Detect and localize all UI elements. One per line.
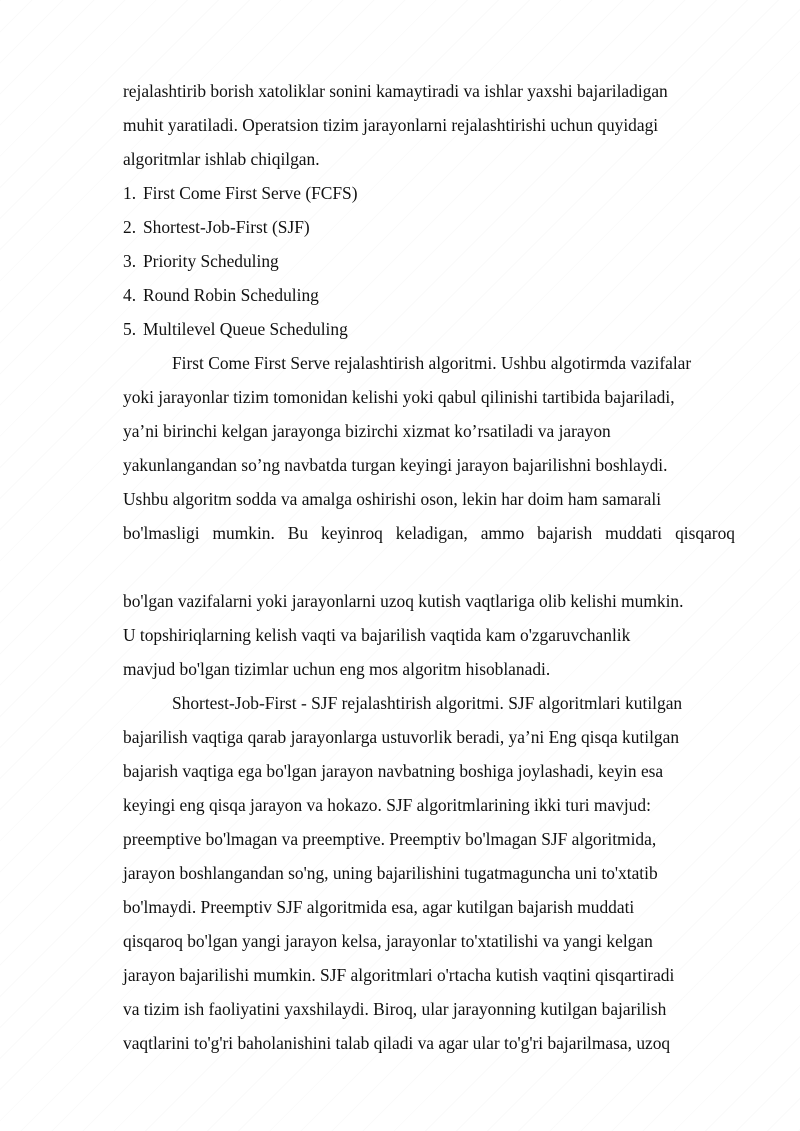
- list-label: First Come First Serve (FCFS): [143, 183, 358, 203]
- fcfs-line: bo'lmasligi mumkin. Bu keyinroq keladigan, ammo bajarish muddati qisqaroq: [123, 523, 735, 543]
- fcfs-line: ya’ni birinchi kelgan jarayonga bizirchi xizmat ko’rsatiladi va jarayon: [123, 421, 611, 441]
- list-number: 1.: [123, 183, 137, 203]
- fcfs-line: yoki jarayonlar tizim tomonidan kelishi yoki qabul qilinishi tartibida bajariladi,: [123, 387, 675, 407]
- sjf-line: bajarilish vaqtiga qarab jarayonlarga ustuvorlik beradi, ya’ni Eng qisqa kutilgan: [123, 727, 680, 747]
- list-number: 2.: [123, 217, 137, 237]
- sjf-line: jarayon boshlangandan so'ng, uning bajarilishini tugatmaguncha uni to'xtatib: [123, 863, 658, 883]
- sjf-line: jarayon bajarilishi mumkin. SJF algoritmlari o'rtacha kutish vaqtini qisqartiradi: [123, 965, 675, 985]
- fcfs-line: Ushbu algoritm sodda va amalga oshirishi oson, lekin har doim ham samarali: [123, 489, 662, 509]
- list-label: Multilevel Queue Scheduling: [143, 319, 348, 339]
- document-page: [123, 74, 735, 1060]
- sjf-line: keyingi eng qisqa jarayon va hokazo. SJF algoritmlarining ikki turi mavjud:: [123, 795, 651, 815]
- list-number: 5.: [123, 319, 137, 339]
- list-item: [123, 244, 735, 278]
- list-label: Priority Scheduling: [143, 251, 279, 271]
- sjf-line: bo'lmaydi. Preemptiv SJF algoritmida esa, agar kutilgan bajarish muddati: [123, 897, 635, 917]
- fcfs-line: First Come First Serve rejalashtirish algoritmi. Ushbu algotirmda vazifalar: [172, 353, 692, 373]
- list-number: 4.: [123, 285, 137, 305]
- fcfs-continued-line: U topshiriqlarning kelish vaqti va bajarilish vaqtida kam o'zgaruvchanlik: [123, 625, 631, 645]
- fcfs-line: yakunlangandan so’ng navbatda turgan keyingi jarayon bajarilishni boshlaydi.: [123, 455, 668, 475]
- list-item: [123, 312, 735, 346]
- sjf-line: qisqaroq bo'lgan yangi jarayon kelsa, jarayonlar to'xtatilishi va yangi kelgan: [123, 931, 653, 951]
- sjf-line: preemptive bo'lmagan va preemptive. Preemptiv bo'lmagan SJF algoritmida,: [123, 829, 657, 849]
- page-break-gap: [123, 550, 735, 584]
- intro-line: rejalashtirib borish xatoliklar sonini kamaytiradi va ishlar yaxshi bajariladigan: [123, 81, 668, 101]
- fcfs-continued-line: mavjud bo'lgan tizimlar uchun eng mos algoritm hisoblanadi.: [123, 659, 551, 679]
- sjf-line: Shortest-Job-First - SJF rejalashtirish algoritmi. SJF algoritmlari kutilgan: [172, 693, 683, 713]
- fcfs-continued-line: bo'lgan vazifalarni yoki jarayonlarni uzoq kutish vaqtlariga olib kelishi mumkin.: [123, 591, 684, 611]
- sjf-line: bajarish vaqtiga ega bo'lgan jarayon navbatning boshiga joylashadi, keyin esa: [123, 761, 664, 781]
- list-item: [123, 210, 735, 244]
- list-item: [123, 278, 735, 312]
- intro-line: muhit yaratiladi. Operatsion tizim jarayonlarni rejalashtirishi uchun quyidagi: [123, 115, 659, 135]
- intro-line: algoritmlar ishlab chiqilgan.: [123, 149, 320, 169]
- sjf-line: vaqtlarini to'g'ri baholanishini talab qiladi va agar ular to'g'ri bajarilmasa, uzoq: [123, 1033, 671, 1053]
- list-number: 3.: [123, 251, 137, 271]
- list-item: [123, 176, 735, 210]
- sjf-line: va tizim ish faoliyatini yaxshilaydi. Biroq, ular jarayonning kutilgan bajarilish: [123, 999, 667, 1019]
- list-label: Shortest-Job-First (SJF): [143, 217, 310, 237]
- list-label: Round Robin Scheduling: [143, 285, 319, 305]
